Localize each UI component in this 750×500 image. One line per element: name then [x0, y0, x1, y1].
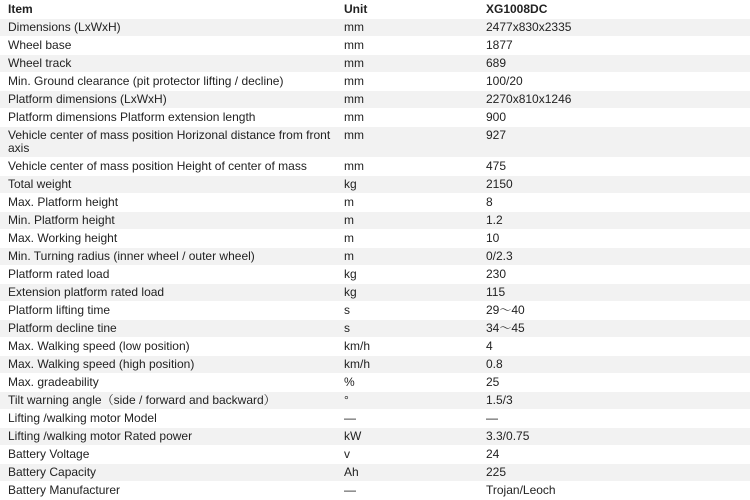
table-row — [0, 464, 750, 482]
cell-unit: km/h — [336, 338, 478, 356]
table-row — [0, 392, 750, 410]
table-header — [0, 0, 750, 19]
cell-value: 2270x810x1246 — [478, 91, 750, 109]
table-row — [0, 230, 750, 248]
cell-unit: m — [336, 212, 478, 230]
table-row — [0, 302, 750, 320]
table-row — [0, 284, 750, 302]
table-row — [0, 338, 750, 356]
cell-item: Total weight — [0, 176, 336, 194]
table-row — [0, 127, 750, 158]
cell-value: 8 — [478, 194, 750, 212]
cell-value: 0/2.3 — [478, 248, 750, 266]
cell-unit: s — [336, 302, 478, 320]
cell-item: Vehicle center of mass position Horizonal distance from front axis — [0, 127, 336, 158]
cell-value: 34～45 — [478, 320, 750, 338]
cell-unit: mm — [336, 158, 478, 176]
table-row — [0, 320, 750, 338]
cell-value: 25 — [478, 374, 750, 392]
header-row — [0, 0, 750, 19]
cell-item: Max. Platform height — [0, 194, 336, 212]
cell-item: Platform rated load — [0, 266, 336, 284]
cell-item: Lifting /walking motor Model — [0, 410, 336, 428]
cell-item: Max. Walking speed (high position) — [0, 356, 336, 374]
cell-unit: ° — [336, 392, 478, 410]
cell-value: 1877 — [478, 37, 750, 55]
header-model: XG1008DC — [478, 0, 750, 19]
cell-item: Wheel track — [0, 55, 336, 73]
cell-unit: — — [336, 482, 478, 500]
cell-item: Platform dimensions Platform extension length — [0, 109, 336, 127]
cell-value: 115 — [478, 284, 750, 302]
cell-value: 10 — [478, 230, 750, 248]
cell-item: Platform decline tine — [0, 320, 336, 338]
cell-item: Vehicle center of mass position Height of center of mass — [0, 158, 336, 176]
table-row — [0, 248, 750, 266]
cell-item: Lifting /walking motor Rated power — [0, 428, 336, 446]
header-unit: Unit — [336, 0, 478, 19]
cell-value: 3.3/0.75 — [478, 428, 750, 446]
cell-item: Dimensions (LxWxH) — [0, 19, 336, 37]
cell-unit: m — [336, 230, 478, 248]
cell-item: Max. gradeability — [0, 374, 336, 392]
table-row — [0, 158, 750, 176]
cell-item: Min. Ground clearance (pit protector lifting / decline) — [0, 73, 336, 91]
cell-unit: mm — [336, 91, 478, 109]
cell-value: 2477x830x2335 — [478, 19, 750, 37]
cell-item: Platform dimensions (LxWxH) — [0, 91, 336, 109]
cell-unit: s — [336, 320, 478, 338]
cell-unit: kg — [336, 284, 478, 302]
cell-value: 689 — [478, 55, 750, 73]
cell-unit: Ah — [336, 464, 478, 482]
table-row — [0, 428, 750, 446]
cell-value: 2150 — [478, 176, 750, 194]
table-row — [0, 356, 750, 374]
cell-item: Wheel base — [0, 37, 336, 55]
table-row — [0, 37, 750, 55]
table-row — [0, 410, 750, 428]
cell-unit: — — [336, 410, 478, 428]
table-row — [0, 73, 750, 91]
cell-unit: % — [336, 374, 478, 392]
cell-unit: mm — [336, 37, 478, 55]
table-row — [0, 446, 750, 464]
cell-value: 225 — [478, 464, 750, 482]
cell-item: Min. Turning radius (inner wheel / outer wheel) — [0, 248, 336, 266]
cell-unit: kW — [336, 428, 478, 446]
table-row — [0, 19, 750, 37]
cell-unit: mm — [336, 109, 478, 127]
cell-value: 4 — [478, 338, 750, 356]
cell-unit: km/h — [336, 356, 478, 374]
cell-value: 1.2 — [478, 212, 750, 230]
table-row — [0, 176, 750, 194]
table-row — [0, 109, 750, 127]
table-row — [0, 482, 750, 500]
table-body — [0, 19, 750, 500]
cell-value: — — [478, 410, 750, 428]
cell-item: Max. Working height — [0, 230, 336, 248]
cell-unit: kg — [336, 176, 478, 194]
cell-item: Platform lifting time — [0, 302, 336, 320]
cell-value: 230 — [478, 266, 750, 284]
cell-item: Max. Walking speed (low position) — [0, 338, 336, 356]
cell-item: Battery Capacity — [0, 464, 336, 482]
cell-value: Trojan/Leoch — [478, 482, 750, 500]
table-row — [0, 266, 750, 284]
cell-unit: mm — [336, 19, 478, 37]
cell-unit: v — [336, 446, 478, 464]
cell-item: Min. Platform height — [0, 212, 336, 230]
table-row — [0, 55, 750, 73]
cell-unit: m — [336, 194, 478, 212]
cell-unit: mm — [336, 55, 478, 73]
cell-item: Battery Manufacturer — [0, 482, 336, 500]
cell-value: 900 — [478, 109, 750, 127]
table-row — [0, 91, 750, 109]
cell-item: Extension platform rated load — [0, 284, 336, 302]
cell-value: 475 — [478, 158, 750, 176]
table-row — [0, 194, 750, 212]
cell-item: Battery Voltage — [0, 446, 336, 464]
cell-unit: mm — [336, 127, 478, 158]
cell-value: 0.8 — [478, 356, 750, 374]
cell-value: 100/20 — [478, 73, 750, 91]
table-row — [0, 212, 750, 230]
header-item: Item — [0, 0, 336, 19]
table-row — [0, 374, 750, 392]
cell-value: 927 — [478, 127, 750, 158]
cell-value: 1.5/3 — [478, 392, 750, 410]
cell-unit: m — [336, 248, 478, 266]
cell-item: Tilt warning angle（side / forward and backward） — [0, 392, 336, 410]
cell-unit: mm — [336, 73, 478, 91]
cell-value: 24 — [478, 446, 750, 464]
cell-unit: kg — [336, 266, 478, 284]
cell-value: 29～40 — [478, 302, 750, 320]
